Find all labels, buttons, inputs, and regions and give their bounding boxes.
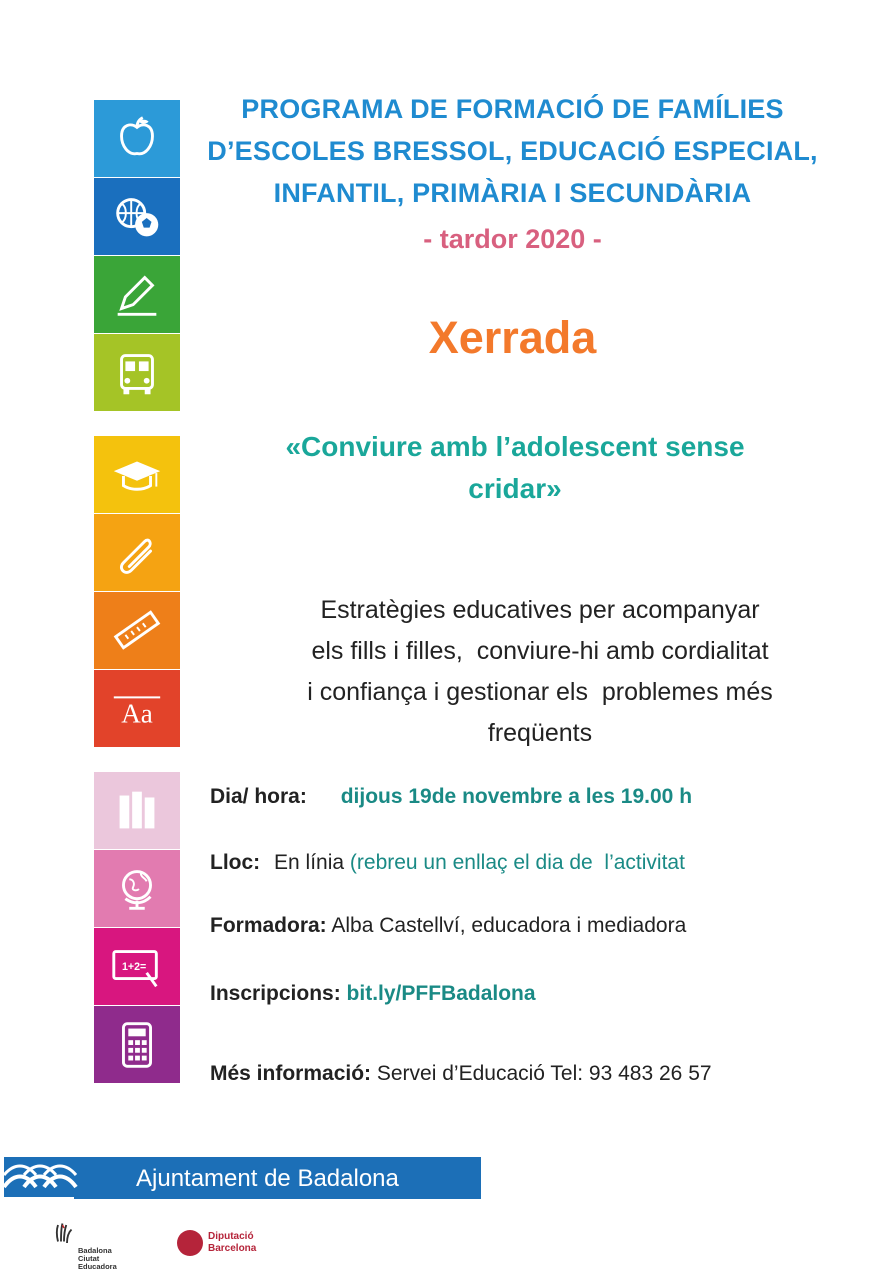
badalona-ciutat-educadora-logo	[52, 1217, 132, 1271]
description-line1: Estratègies educatives per acompanyar	[320, 596, 760, 624]
svg-text:1+2=: 1+2=	[121, 960, 147, 973]
talk-title	[250, 426, 780, 510]
place-note: (rebreu un enllaç el dia de l’activitat	[349, 851, 685, 874]
tile-clip	[94, 514, 180, 591]
detail-signup	[210, 982, 536, 1006]
program-title-line3: INFANTIL, PRIMÀRIA I SECUNDÀRIA	[273, 178, 752, 208]
detail-trainer	[210, 914, 686, 938]
diputacio-seal-icon	[177, 1230, 203, 1256]
tile-cap	[94, 436, 180, 513]
calculator-icon	[108, 1016, 166, 1074]
place-value: En línia	[274, 851, 345, 874]
logo2-line2: Barcelona	[208, 1243, 257, 1254]
talk-title-line2: cridar»	[468, 473, 562, 504]
description	[250, 590, 830, 754]
svg-text:Aa: Aa	[121, 698, 153, 729]
date-label: Dia/ hora:	[210, 785, 307, 808]
detail-place	[210, 851, 685, 875]
tile-ruler	[94, 592, 180, 669]
more-info-value: Servei d’Educació Tel: 93 483 26 57	[376, 1062, 712, 1085]
tile-aa	[94, 670, 180, 747]
letters-aa-icon	[108, 680, 166, 738]
books-icon	[108, 782, 166, 840]
detail-date	[210, 785, 692, 809]
signup-label: Inscripcions:	[210, 982, 341, 1005]
ruler-icon	[108, 602, 166, 660]
event-type: Xerrada	[428, 312, 597, 363]
tile-bus	[94, 334, 180, 411]
description-line2: els fills i filles, conviure-hi amb cordialitat	[311, 637, 769, 665]
program-title-line1: PROGRAMA DE FORMACIÓ DE FAMÍLIES	[241, 94, 784, 124]
more-info-label: Més informació:	[210, 1062, 372, 1085]
graduation-cap-icon	[108, 446, 166, 504]
tile-globe	[94, 850, 180, 927]
talk-title-line1: «Conviure amb l’adolescent sense	[285, 431, 745, 462]
city-council-banner	[4, 1157, 481, 1199]
logo1-line2: Ciutat Educadora	[78, 1254, 117, 1271]
badalona-wave-logo-icon	[4, 1157, 124, 1199]
pencil-icon	[108, 266, 166, 324]
school-bus-icon	[108, 344, 166, 402]
banner-text: Ajuntament de Badalona	[136, 1165, 399, 1192]
signup-link[interactable]: bit.ly/PFFBadalona	[346, 982, 536, 1005]
program-title-line2: D’ESCOLES BRESSOL, EDUCACIÓ ESPECIAL,	[207, 136, 818, 166]
tile-balls	[94, 178, 180, 255]
globe-icon	[108, 860, 166, 918]
tile-math	[94, 928, 180, 1005]
tile-books	[94, 772, 180, 849]
description-line4: freqüents	[487, 719, 593, 747]
apple-icon	[108, 110, 166, 168]
date-value: dijous 19de novembre a les 19.00 h	[340, 785, 693, 808]
tile-calculator	[94, 1006, 180, 1083]
tile-apple	[94, 100, 180, 177]
logo2-line1: Diputació	[208, 1231, 254, 1242]
logo1-line1: Badalona	[78, 1246, 112, 1255]
trainer-value: Alba Castellví, educadora i mediadora	[331, 914, 687, 937]
trainer-label: Formadora:	[210, 914, 327, 937]
place-label: Lloc:	[210, 851, 261, 874]
tile-pencil	[94, 256, 180, 333]
description-line3: i confiança i gestionar els problemes més	[307, 678, 773, 706]
season-label: - tardor 2020 -	[423, 224, 602, 254]
math-board-icon	[108, 938, 166, 996]
detail-more-info	[210, 1062, 712, 1086]
program-title	[200, 88, 825, 214]
paperclip-icon	[108, 524, 166, 582]
sports-balls-icon	[108, 188, 166, 246]
